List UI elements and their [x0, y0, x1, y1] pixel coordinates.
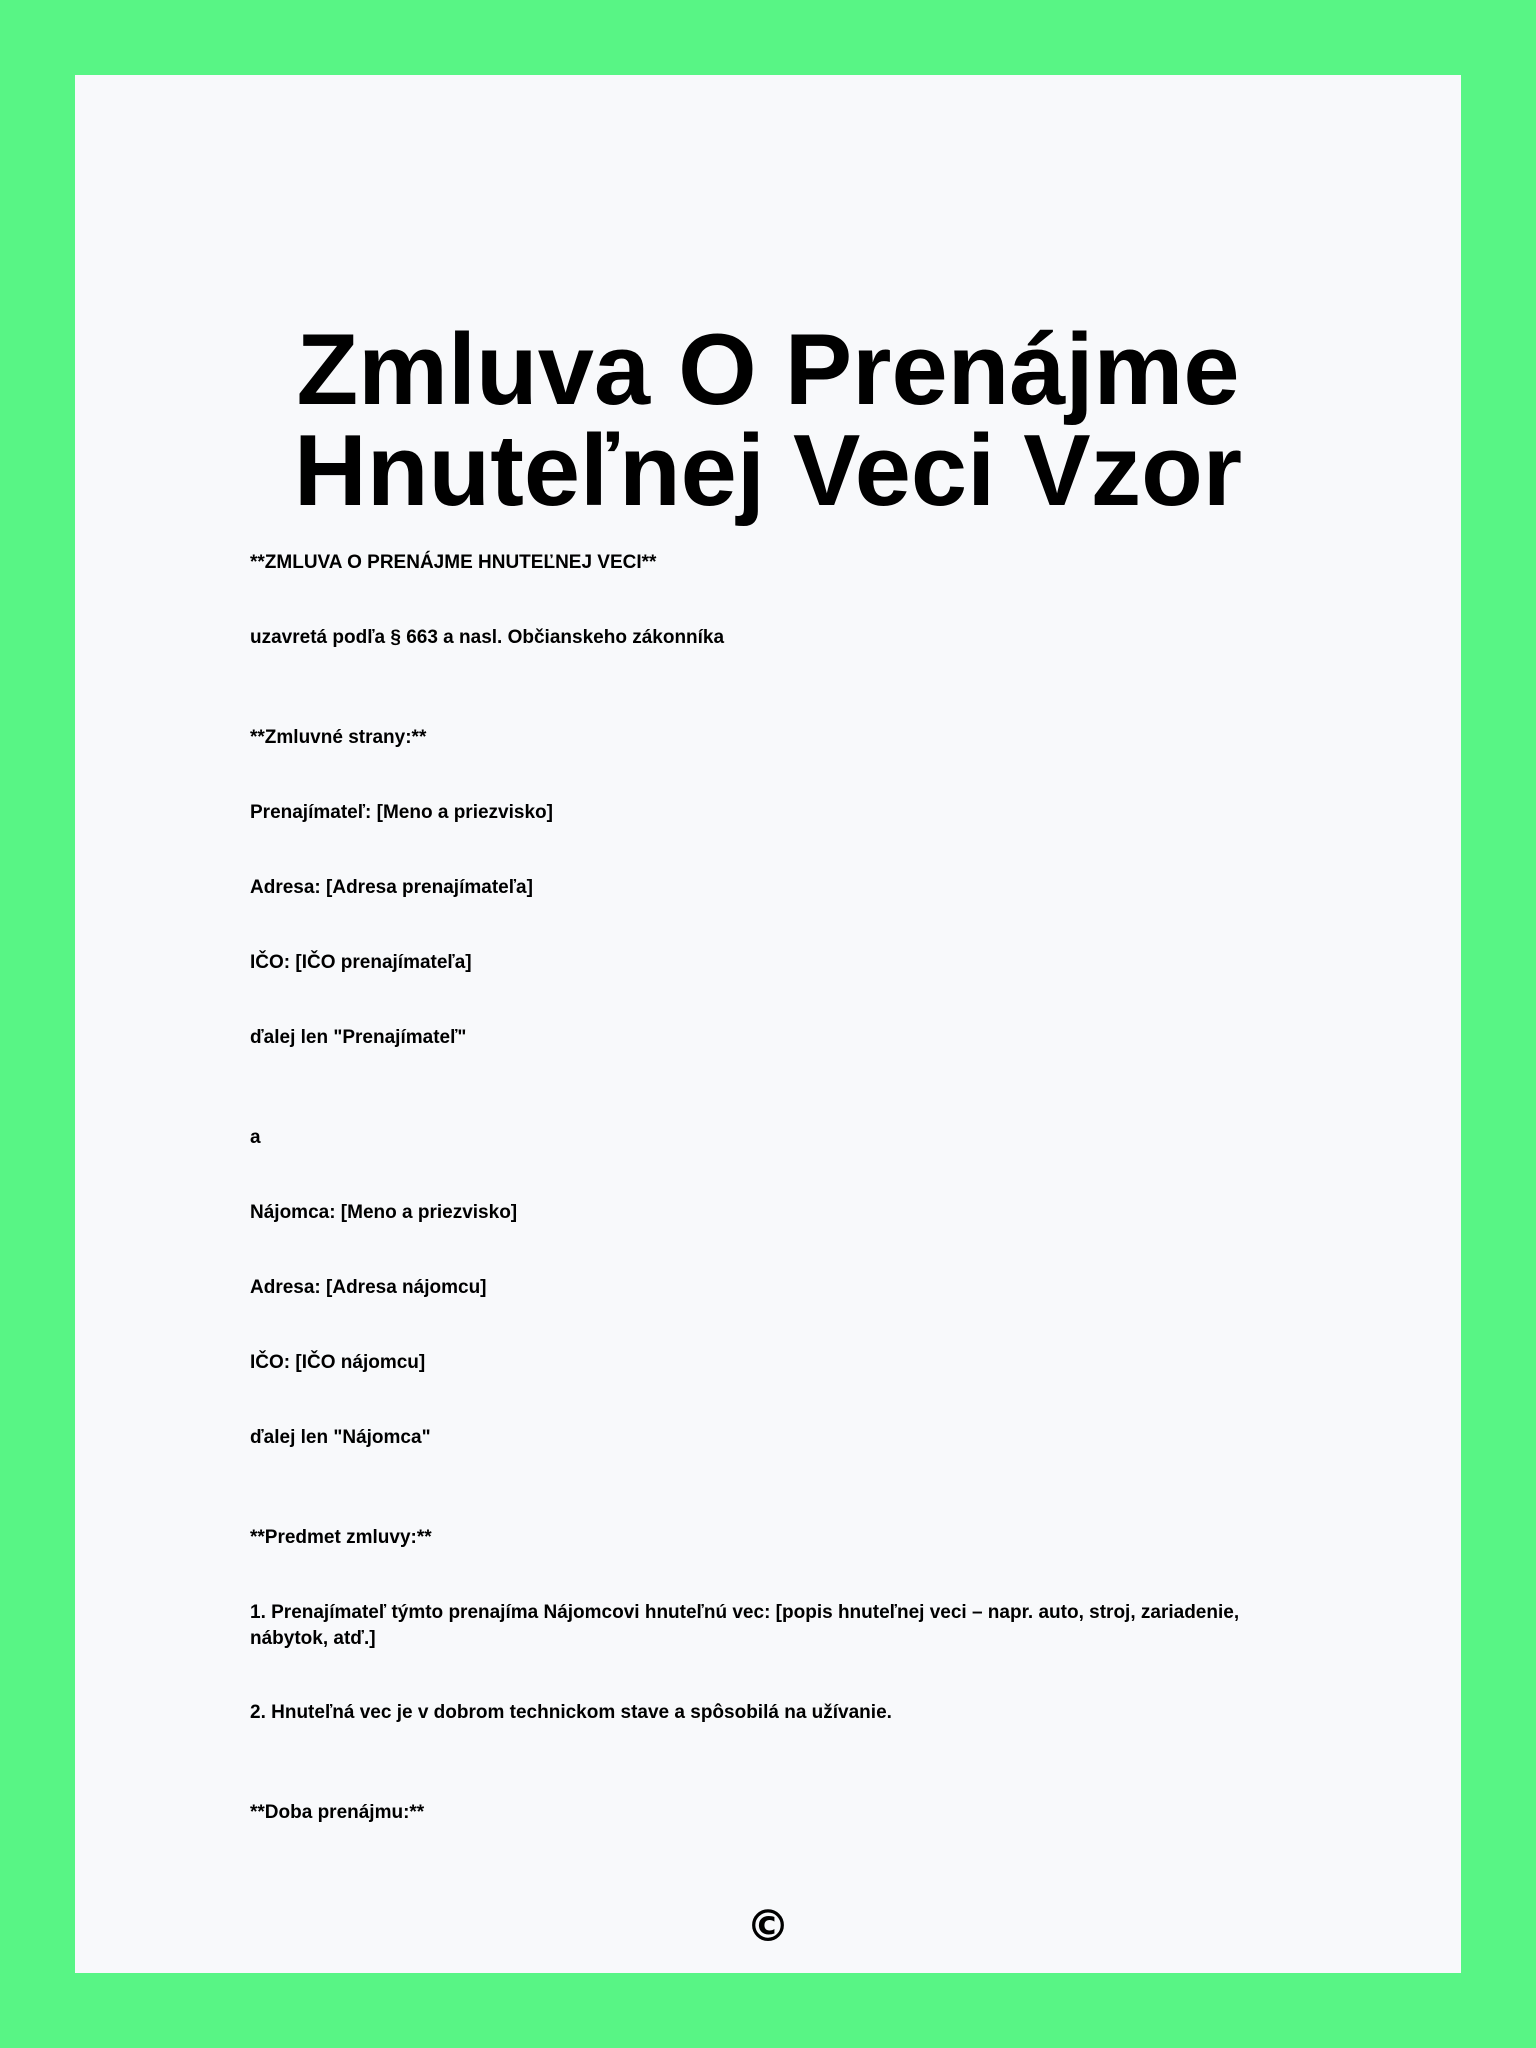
subject-clause-1: 1. Prenajímateľ týmto prenajíma Nájomcovi hnuteľnú vec: [popis hnuteľnej veci – napr. auto, stroj, zariadenie, nábytok, atď.]: [250, 1602, 1245, 1649]
lessee-designation: ďalej len "Nájomca": [250, 1427, 431, 1448]
document-page: [75, 75, 1461, 1973]
section-heading-term: **Doba prenájmu:**: [250, 1802, 425, 1823]
parties-conjunction: a: [250, 1127, 261, 1148]
lessor-ico: IČO: [IČO prenajímateľa]: [250, 952, 472, 973]
lessor-address: Adresa: [Adresa prenajímateľa]: [250, 877, 533, 898]
contract-heading: **ZMLUVA O PRENÁJME HNUTEĽNEJ VECI**: [250, 552, 657, 573]
lessee-name: Nájomca: [Meno a priezvisko]: [250, 1202, 518, 1223]
contract-legal-basis: uzavretá podľa § 663 a nasl. Občianskeho zákonníka: [250, 627, 725, 648]
copyright-icon: ©: [746, 1901, 790, 1952]
subject-clause-2: 2. Hnuteľná vec je v dobrom technickom stave a spôsobilá na užívanie.: [250, 1702, 892, 1723]
section-heading-parties: **Zmluvné strany:**: [250, 727, 427, 748]
lessor-name: Prenajímateľ: [Meno a priezvisko]: [250, 802, 553, 823]
lessee-ico: IČO: [IČO nájomcu]: [250, 1352, 426, 1373]
document-title: Zmluva O Prenájme Hnuteľnej Veci Vzor: [293, 314, 1243, 527]
lessor-designation: ďalej len "Prenajímateľ": [250, 1027, 467, 1048]
lessee-address: Adresa: [Adresa nájomcu]: [250, 1277, 487, 1298]
section-heading-subject: **Predmet zmluvy:**: [250, 1527, 432, 1548]
